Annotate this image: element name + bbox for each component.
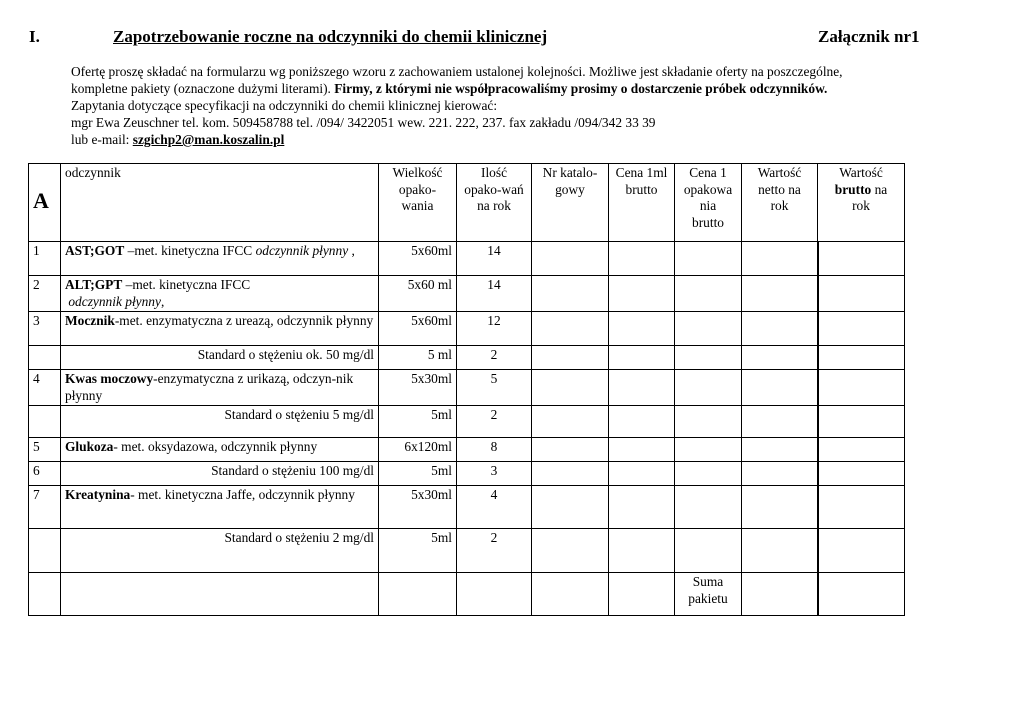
reagent-cell: Kreatynina- met. kinetyczna Jaffe, odczynnik płynny	[61, 486, 379, 529]
table-row-standard: Standard o stężeniu 2 mg/dl 5ml 2	[29, 529, 905, 573]
table-row-standard: Standard o stężeniu 5 mg/dl 5ml 2	[29, 406, 905, 438]
header-catalog: Nr katalo- gowy	[532, 164, 609, 242]
header-net-value: Wartość netto na rok	[742, 164, 818, 242]
package-sum-label: Suma pakietu	[675, 573, 742, 616]
header-price-ml: Cena 1ml brutto	[609, 164, 675, 242]
reagent-cell: Mocznik-met. enzymatyczna z ureazą, odczynnik płynny	[61, 312, 379, 346]
table-row: 3 Mocznik-met. enzymatyczna z ureazą, odczynnik płynny 5x60ml 12	[29, 312, 905, 346]
reagent-cell: ALT;GPT –met. kinetyczna IFCC odczynnik płynny,	[61, 276, 379, 312]
intro-line-2: kompletne pakiety (oznaczone dużymi literami). Firmy, z którymi nie współpracowaliśmy prosimy o dostarczenie próbek odczynników.	[71, 81, 828, 96]
section-number: I.	[29, 27, 40, 46]
intro-line-5: lub e-mail: szgichp2@man.koszalin.pl	[71, 132, 285, 147]
table-row: 6 Standard o stężeniu 100 mg/dl 5ml 3	[29, 462, 905, 486]
table-row-standard: Standard o stężeniu ok. 50 mg/dl 5 ml 2	[29, 346, 905, 370]
package-sum-net[interactable]	[742, 573, 818, 616]
header-gross-value: Wartość brutto na rok	[818, 164, 905, 242]
header-price-pack: Cena 1 opakowa nia brutto	[675, 164, 742, 242]
intro-line-3: Zapytania dotyczące specyfikacji na odczynniki do chemii klinicznej kierować:	[71, 98, 498, 113]
table-row: 4 Kwas moczowy-enzymatyczna z urikazą, odczyn-nik płynny 5x30ml 5	[29, 370, 905, 406]
intro-line-4: mgr Ewa Zeuschner tel. kom. 509458788 tel. /094/ 3422051 wew. 221. 222, 237. fax zakładu /094/342 33 39	[71, 115, 656, 130]
attachment-label: Załącznik nr1	[818, 27, 920, 46]
intro-text	[71, 63, 931, 148]
reagent-cell: Kwas moczowy-enzymatyczna z urikazą, odczyn-nik płynny	[61, 370, 379, 406]
table-row: 1 AST;GOT –met. kinetyczna IFCC odczynnik płynny , 5x60ml 14	[29, 242, 905, 276]
table-row: 7 Kreatynina- met. kinetyczna Jaffe, odczynnik płynny 5x30ml 4	[29, 486, 905, 529]
intro-line-1: Ofertę proszę składać na formularzu wg poniższego wzoru z zachowaniem ustalonej kolejności. Możliwe jest składanie oferty na poszczególne,	[71, 64, 843, 79]
table-row: 5 Glukoza- met. oksydazowa, odczynnik płynny 6x120ml 8	[29, 438, 905, 462]
reagent-cell: Glukoza- met. oksydazowa, odczynnik płynny	[61, 438, 379, 462]
package-sum-gross[interactable]	[818, 573, 905, 616]
intro-bold-note: Firmy, z którymi nie współpracowaliśmy prosimy o dostarczenie próbek odczynników.	[334, 81, 828, 96]
email-link[interactable]: szgichp2@man.koszalin.pl	[132, 132, 285, 147]
table-row: 2 ALT;GPT –met. kinetyczna IFCC odczynnik płynny, 5x60 ml 14	[29, 276, 905, 312]
table-header-row	[29, 164, 905, 242]
page-title: Zapotrzebowanie roczne na odczynniki do chemii klinicznej	[113, 27, 548, 46]
reagent-table	[28, 163, 905, 616]
reagent-cell: AST;GOT –met. kinetyczna IFCC odczynnik płynny ,	[61, 242, 379, 276]
header-qty: Ilość opako-wań na rok	[457, 164, 532, 242]
header-pack-size: Wielkość opako- wania	[379, 164, 457, 242]
package-label: A	[29, 164, 61, 242]
header-reagent: odczynnik	[61, 164, 379, 242]
package-sum-row	[29, 573, 905, 616]
